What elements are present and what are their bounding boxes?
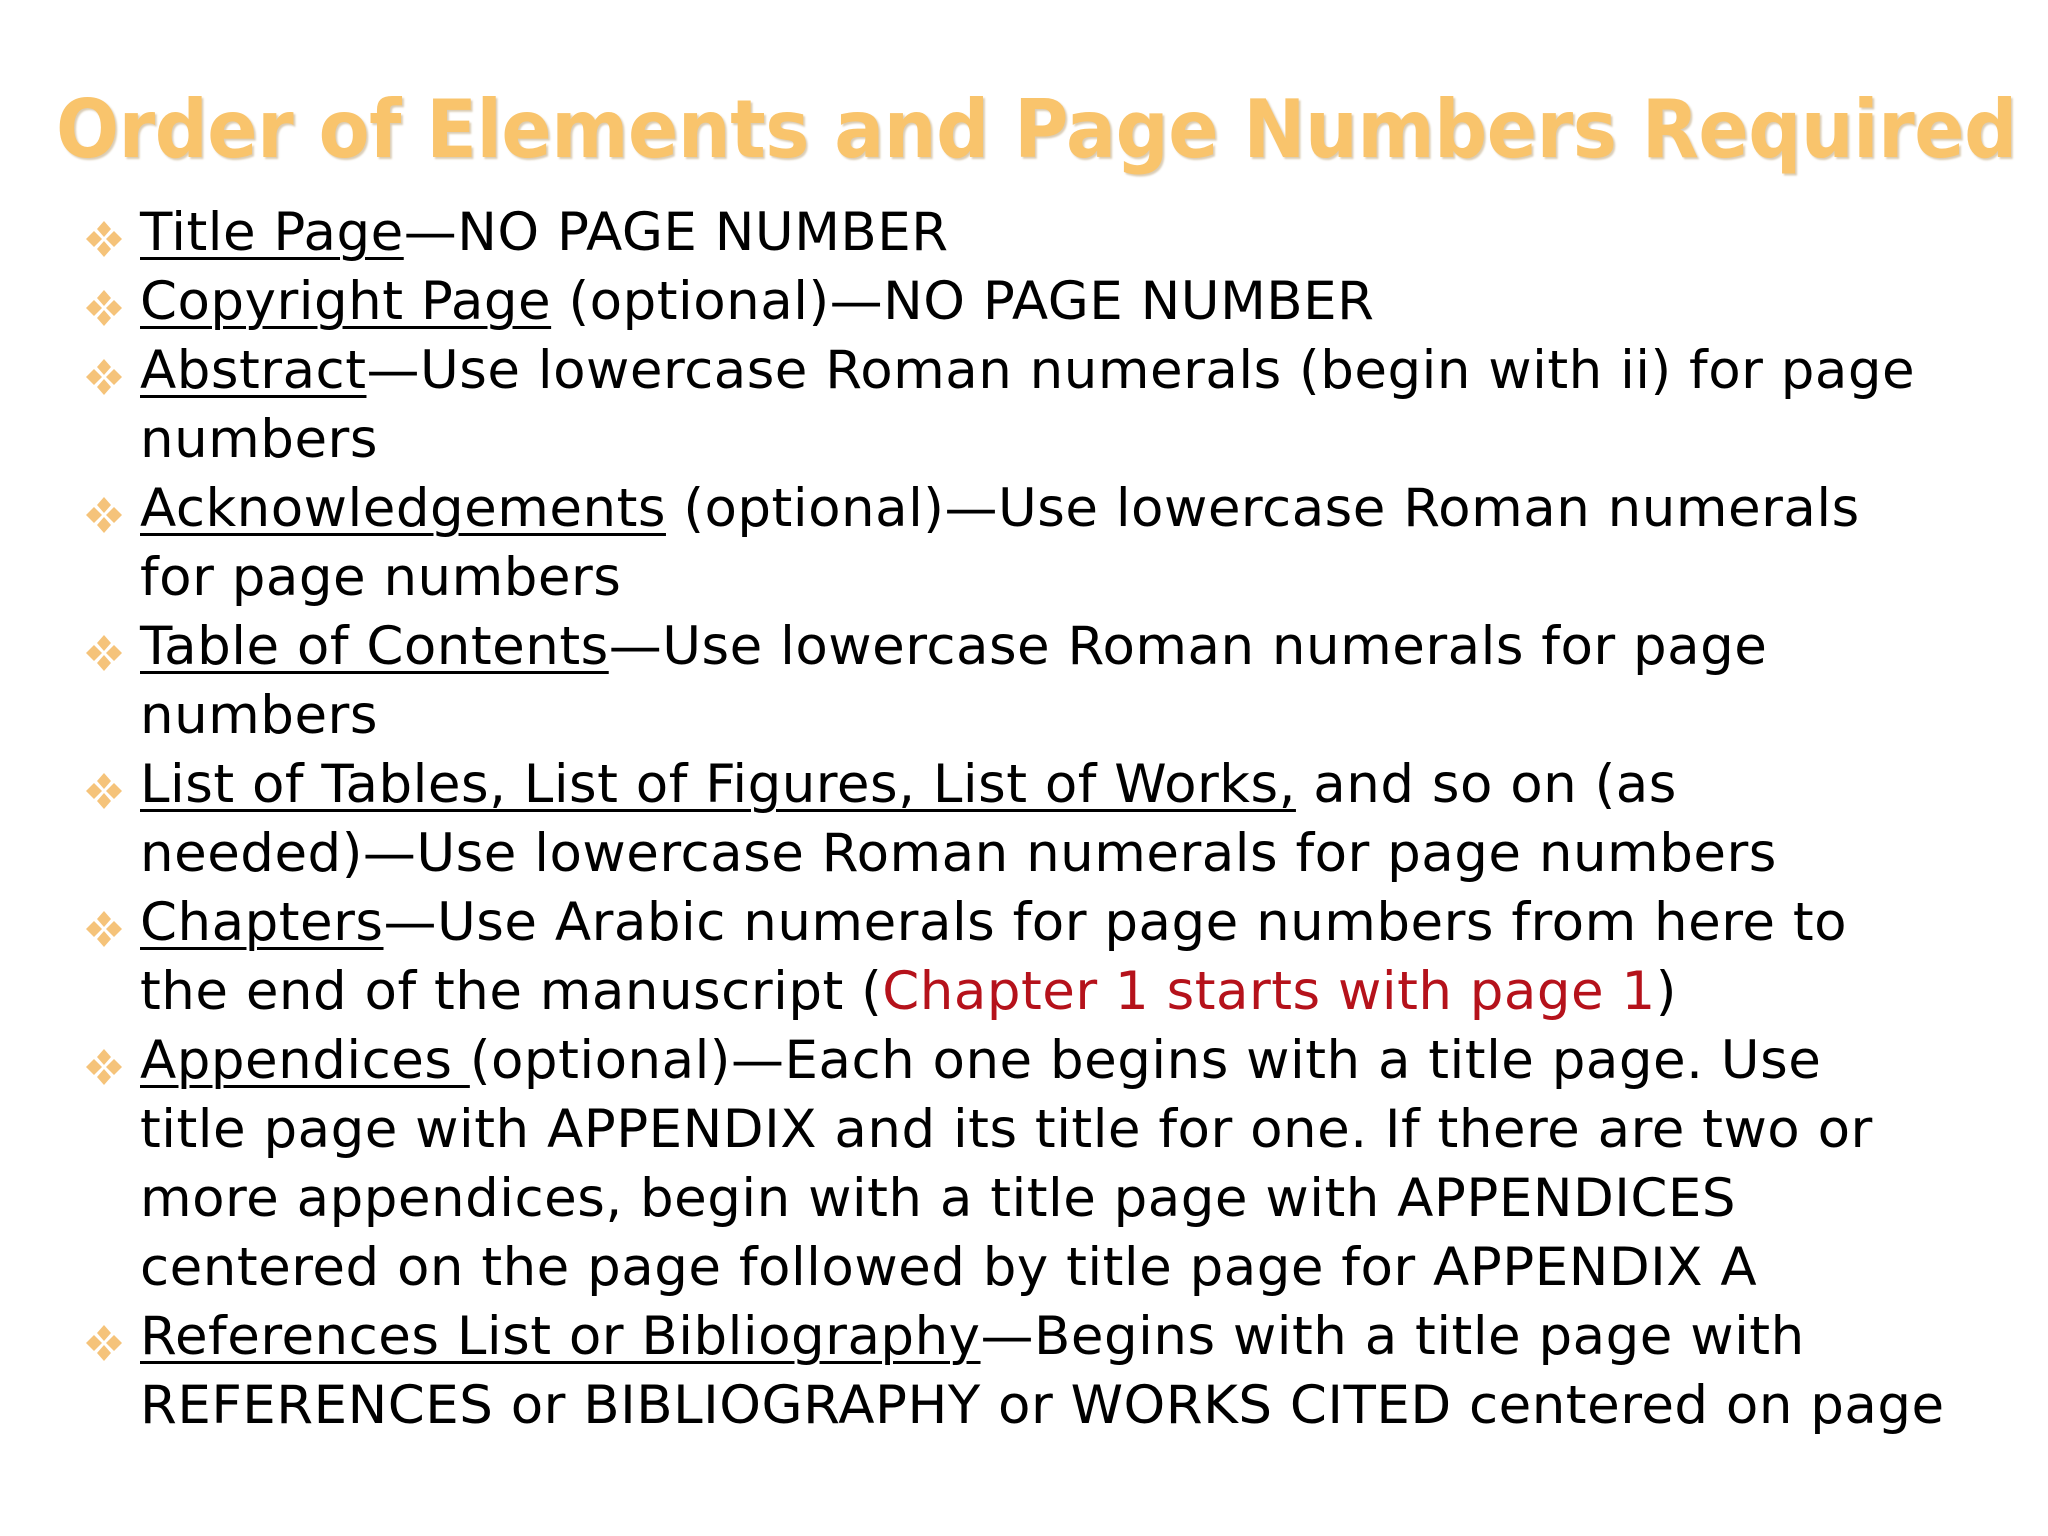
item-line: title page with APPENDIX and its title for one. If there are two or [140,1099,1873,1160]
list-item-copyright-page [84,267,1984,336]
item-term: Table of Contents [140,616,609,677]
list-item-chapters [84,888,1984,1026]
item-line: for page numbers [140,547,622,608]
item-line [140,1026,1984,1095]
item-text: —Use Arabic numerals for page numbers from here to [383,892,1848,953]
list-item-appendices [84,1026,1984,1302]
item-term: Abstract [140,340,367,401]
item-term: Title Page [140,202,404,263]
highlight-text: Chapter 1 starts with page 1 [882,961,1656,1022]
item-line: needed)—Use lowercase Roman numerals for page numbers [140,823,1777,884]
item-text: the end of the manuscript ( [140,961,883,1022]
item-text: (optional)—NO PAGE NUMBER [551,271,1375,332]
item-line [140,957,1984,1026]
item-text: —Use lowercase Roman numerals for page [608,616,1768,677]
four-diamond-icon [84,495,124,535]
four-diamond-icon [84,357,124,397]
item-line: numbers [140,409,378,470]
item-text: —NO PAGE NUMBER [403,202,949,263]
list-item-lists [84,750,1984,888]
four-diamond-icon [84,1323,124,1363]
four-diamond-icon [84,1047,124,1087]
item-term: List of Tables, List of Figures, List of Works, [140,754,1296,815]
item-term: Acknowledgements [140,478,666,539]
item-line: REFERENCES or BIBLIOGRAPHY or WORKS CITED centered on page [140,1375,1945,1436]
item-line: numbers [140,685,378,746]
item-term: Chapters [140,892,384,953]
four-diamond-icon [84,909,124,949]
item-text: (optional)—Use lowercase Roman numerals [665,478,1860,539]
item-line [140,612,1984,681]
item-line [140,198,1984,267]
item-text: —Use lowercase Roman numerals (begin with ii) for page [366,340,1916,401]
item-line: more appendices, begin with a title page with APPENDICES [140,1168,1737,1229]
list-item-acknowledgements [84,474,1984,612]
item-line [140,750,1984,819]
item-line: centered on the page followed by title page for APPENDIX A [140,1237,1758,1298]
item-text: —Begins with a title page with [980,1306,1805,1367]
elements-list [84,198,1984,1440]
item-line [140,474,1984,543]
item-line [140,1302,1984,1371]
slide-title: Order of Elements and Page Numbers Required [56,83,2017,176]
item-text: and so on (as [1295,754,1677,815]
item-term: Appendices [140,1030,470,1091]
list-item-title-page [84,198,1984,267]
four-diamond-icon [84,771,124,811]
item-term: Copyright Page [140,271,552,332]
list-item-table-of-contents [84,612,1984,750]
item-term: References List or Bibliography [140,1306,981,1367]
item-text: ) [1655,961,1677,1022]
four-diamond-icon [84,219,124,259]
list-item-references [84,1302,1984,1440]
item-line [140,888,1984,957]
four-diamond-icon [84,633,124,673]
four-diamond-icon [84,288,124,328]
item-line [140,267,1984,336]
item-line [140,336,1984,405]
item-text: (optional)—Each one begins with a title page. Use [469,1030,1822,1091]
list-item-abstract [84,336,1984,474]
